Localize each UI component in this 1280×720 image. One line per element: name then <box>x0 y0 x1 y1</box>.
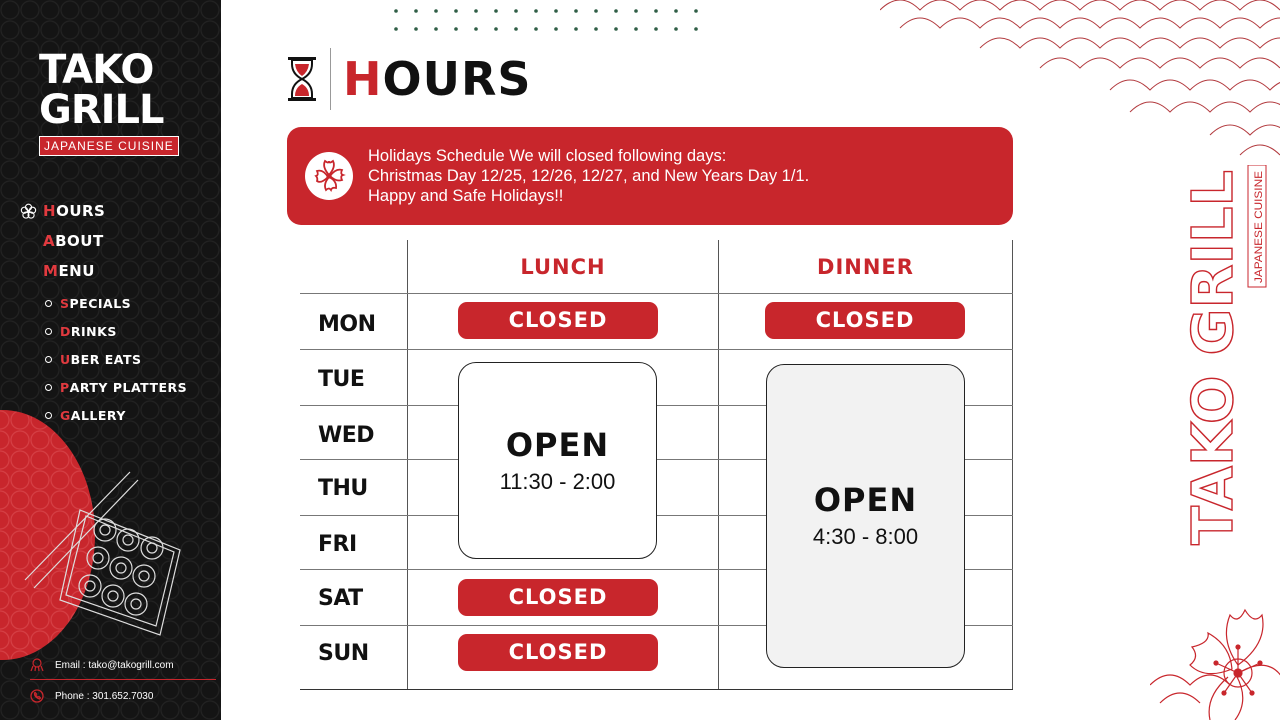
day-label-wed: WED <box>318 423 375 448</box>
dinner-hours: 4:30 - 8:00 <box>812 524 919 549</box>
lunch-hours: 11:30 - 2:00 <box>499 468 616 494</box>
vertical-brand-name: TAKO GRILL <box>1181 178 1246 545</box>
dinner-mon-closed: CLOSED <box>765 302 965 339</box>
page-title-initial: H <box>343 52 383 106</box>
dinner-open-label: OPEN <box>813 481 918 519</box>
nav-subitem-uber-eats[interactable] <box>20 345 220 373</box>
dinner-open-box <box>766 364 965 668</box>
day-label-tue: TUE <box>318 367 365 392</box>
contact-phone[interactable] <box>30 683 216 709</box>
page-title-rest: OURS <box>382 52 532 106</box>
banner-line-1: Holidays Schedule We will closed following days: <box>368 147 727 165</box>
page-title <box>343 52 532 106</box>
hours-schedule <box>300 240 1013 690</box>
nav-gallery-initial: G <box>60 407 71 423</box>
nav-hours-label: OURS <box>56 202 106 220</box>
nav-subitem-gallery[interactable] <box>20 401 220 429</box>
grid-line <box>407 240 408 690</box>
lunch-open-box <box>458 362 657 559</box>
sakura-flower-icon <box>20 203 37 220</box>
sidebar-nav <box>20 196 220 429</box>
grid-line <box>1012 240 1013 690</box>
grid-line <box>718 240 719 690</box>
nav-party-platters-initial: P <box>60 379 70 395</box>
nav-about-initial: A <box>43 232 56 250</box>
logo-subtitle: JAPANESE CUISINE <box>39 136 179 156</box>
grid-line <box>300 689 1013 690</box>
nav-specials-label: PECIALS <box>69 295 132 311</box>
column-header-dinner: DINNER <box>817 255 914 279</box>
banner-line-2: Christmas Day 12/25, 12/26, 12/27, and New Years Day 1/1. <box>368 167 810 185</box>
logo-line-2: GRILL <box>39 87 164 133</box>
day-label-thu: THU <box>318 476 368 501</box>
cherry-blossom-decoration <box>1150 585 1280 720</box>
nav-about-label: BOUT <box>55 232 104 250</box>
banner-line-3: Happy and Safe Holidays!! <box>368 187 564 205</box>
banner-text <box>368 146 809 206</box>
contact-info <box>30 652 216 709</box>
octopus-icon <box>30 658 44 672</box>
nav-item-hours[interactable] <box>20 196 220 226</box>
vertical-brand-subtitle: JAPANESE CUISINE <box>1253 178 1265 283</box>
bullet-icon <box>45 356 52 363</box>
nav-drinks-label: RINKS <box>70 323 117 339</box>
wave-pattern-decoration <box>880 0 1280 160</box>
bullet-icon <box>45 384 52 391</box>
grid-line <box>300 349 1013 350</box>
day-label-mon: MON <box>318 312 376 337</box>
sidebar <box>0 0 221 720</box>
nav-uber-eats-initial: U <box>60 351 71 367</box>
nav-hours-initial: H <box>43 202 57 220</box>
nav-subitem-specials[interactable] <box>20 289 220 317</box>
phone-icon <box>30 689 44 703</box>
page-header <box>286 48 532 110</box>
nav-specials-initial: S <box>60 295 70 311</box>
nav-party-platters-label: ARTY PLATTERS <box>69 379 188 395</box>
contact-phone-text: Phone : 301.652.7030 <box>55 690 154 702</box>
hourglass-icon <box>286 54 318 104</box>
nav-menu-initial: M <box>43 262 59 280</box>
nav-item-menu[interactable] <box>20 256 220 286</box>
dots-decoration <box>393 6 713 36</box>
lunch-sun-closed: CLOSED <box>458 634 658 671</box>
day-label-sat: SAT <box>318 586 363 611</box>
sakura-badge-icon <box>304 151 354 201</box>
nav-menu-label: ENU <box>58 262 95 280</box>
column-header-lunch: LUNCH <box>520 255 606 279</box>
nav-item-about[interactable] <box>20 226 220 256</box>
nav-gallery-label: ALLERY <box>70 407 126 423</box>
contact-divider <box>30 679 216 680</box>
nav-subitem-drinks[interactable] <box>20 317 220 345</box>
day-label-fri: FRI <box>318 532 357 557</box>
nav-uber-eats-label: BER EATS <box>70 351 142 367</box>
header-divider <box>330 48 331 110</box>
bullet-icon <box>45 300 52 307</box>
bullet-icon <box>45 328 52 335</box>
logo-line-1: TAKO <box>39 47 154 93</box>
sushi-platter-illustration <box>20 470 200 640</box>
contact-email-text: Email : tako@takogrill.com <box>55 659 174 671</box>
lunch-sat-closed: CLOSED <box>458 579 658 616</box>
bullet-icon <box>45 412 52 419</box>
brand-logo[interactable] <box>39 47 184 156</box>
vertical-brand-mark <box>1180 165 1270 555</box>
nav-subitem-party-platters[interactable] <box>20 373 220 401</box>
nav-drinks-initial: D <box>60 323 71 339</box>
day-label-sun: SUN <box>318 641 369 666</box>
contact-email[interactable] <box>30 652 216 678</box>
grid-line <box>300 293 1013 294</box>
lunch-open-label: OPEN <box>505 425 610 464</box>
lunch-mon-closed: CLOSED <box>458 302 658 339</box>
